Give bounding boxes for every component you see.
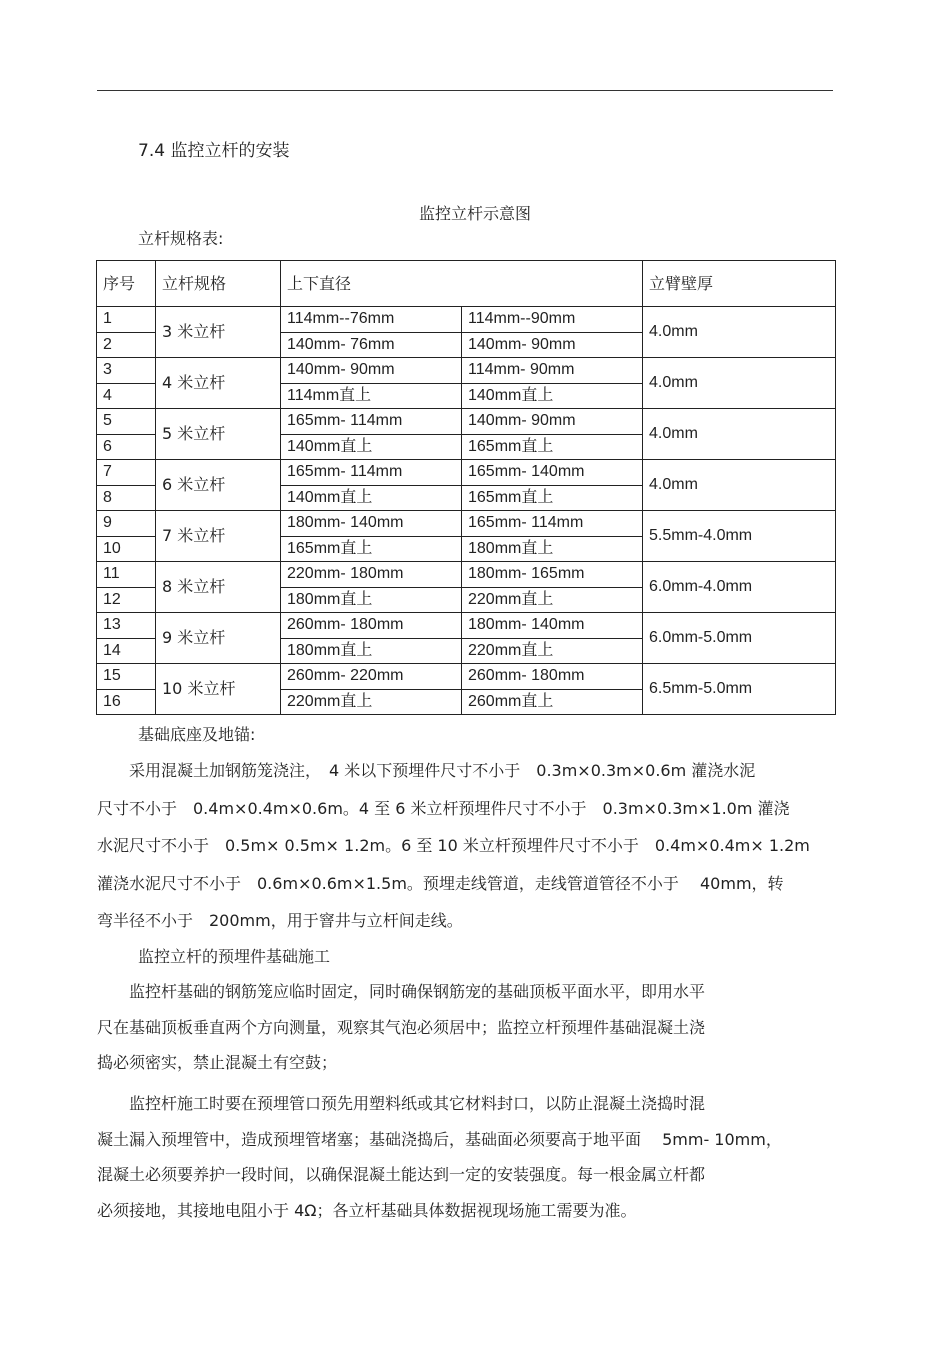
text-line: 必须接地，其接地电阻小于 4Ω；各立杆基础具体数据视现场施工需要为准。 [97,1200,637,1220]
row-number: 9 [97,511,156,537]
row-number: 4 [97,383,156,409]
construction-paragraph-2 [97,1086,857,1228]
table-label: 立杆规格表: [138,229,224,248]
diameter-b: 180mm直上 [462,536,643,562]
table-header-row [97,261,836,307]
row-number: 7 [97,460,156,486]
table-row [97,562,836,588]
table-row [97,664,836,690]
row-number: 2 [97,332,156,358]
pole-spec: 10 米立杆 [156,664,281,715]
construction-paragraph-1 [97,974,797,1081]
diameter-a: 114mm--76mm [281,307,462,333]
row-number: 1 [97,307,156,333]
diameter-a: 180mm直上 [281,638,462,664]
row-number: 15 [97,664,156,690]
text-line: 弯半径不小于 200mm，用于窨井与立杆间走线。 [97,911,463,930]
diameter-b: 114mm- 90mm [462,358,643,384]
diameter-b: 180mm- 165mm [462,562,643,588]
header-no: 序号 [97,261,156,307]
pole-spec: 9 米立杆 [156,613,281,664]
row-number: 5 [97,409,156,435]
pole-spec: 4 米立杆 [156,358,281,409]
diameter-b: 220mm直上 [462,638,643,664]
diameter-a: 114mm直上 [281,383,462,409]
diameter-a: 165mm- 114mm [281,460,462,486]
diameter-a: 180mm直上 [281,587,462,613]
header-thickness: 立臂壁厚 [643,261,836,307]
diameter-b: 180mm- 140mm [462,613,643,639]
pole-spec: 3 米立杆 [156,307,281,358]
wall-thickness: 4.0mm [643,409,836,460]
text-line: 监控杆基础的钢筋笼应临时固定，同时确保钢筋宠的基础顶板平面水平，即用水平 [97,982,706,1001]
diameter-b: 140mm- 90mm [462,409,643,435]
text-line: 尺寸不小于 0.4m×0.4m×0.6m。4 至 6 米立杆预埋件尺寸不小于 0.3m×0.3m×1.0m 灌浇 [97,798,790,818]
row-number: 12 [97,587,156,613]
text-line: 采用混凝土加钢筋笼浇注， 4 米以下预埋件尺寸不小于 0.3m×0.3m×0.6m 灌浇水泥 [97,761,756,780]
diameter-a: 165mm直上 [281,536,462,562]
diameter-a: 165mm- 114mm [281,409,462,435]
foundation-title: 基础底座及地锚: [138,725,256,744]
figure-caption: 监控立杆示意图 [418,204,531,223]
diameter-b: 140mm直上 [462,383,643,409]
diameter-b: 165mm- 140mm [462,460,643,486]
construction-title: 监控立杆的预埋件基础施工 [138,947,331,966]
wall-thickness: 5.5mm-4.0mm [643,511,836,562]
diameter-a: 140mm- 90mm [281,358,462,384]
text-line: 混凝土必须要养护一段时间，以确保混凝土能达到一定的安装强度。每一根金属立杆都 [97,1165,706,1184]
wall-thickness: 6.0mm-5.0mm [643,613,836,664]
diameter-a: 140mm直上 [281,434,462,460]
table-row [97,460,836,486]
header-diameter: 上下直径 [281,261,643,307]
diameter-a: 140mm直上 [281,485,462,511]
diameter-b: 165mm- 114mm [462,511,643,537]
table-row [97,613,836,639]
table-row [97,358,836,384]
diameter-b: 260mm直上 [462,689,643,715]
row-number: 14 [97,638,156,664]
pole-spec: 6 米立杆 [156,460,281,511]
text-line: 尺在基础顶板垂直两个方向测量，观察其气泡必须居中；监控立杆预埋件基础混凝土浇 [97,1017,706,1037]
wall-thickness: 6.5mm-5.0mm [643,664,836,715]
wall-thickness: 4.0mm [643,358,836,409]
pole-spec-table [96,260,836,715]
diameter-a: 180mm- 140mm [281,511,462,537]
row-number: 11 [97,562,156,588]
row-number: 10 [97,536,156,562]
wall-thickness: 4.0mm [643,307,836,358]
table-row [97,511,836,537]
text-line: 捣必须密实，禁止混凝土有空鼓； [97,1053,338,1072]
diameter-a: 140mm- 76mm [281,332,462,358]
row-number: 6 [97,434,156,460]
diameter-b: 260mm- 180mm [462,664,643,690]
table-row [97,307,836,333]
diameter-b: 165mm直上 [462,485,643,511]
foundation-paragraph [97,752,837,940]
diameter-b: 140mm- 90mm [462,332,643,358]
section-heading: 7.4 监控立杆的安装 [138,141,290,161]
diameter-b: 114mm--90mm [462,307,643,333]
header-rule [97,90,833,91]
header-spec: 立杆规格 [156,261,281,307]
row-number: 13 [97,613,156,639]
table-row [97,409,836,435]
text-line: 监控杆施工时要在预埋管口预先用塑料纸或其它材料封口，以防止混凝土浇捣时混 [97,1094,706,1113]
wall-thickness: 6.0mm-4.0mm [643,562,836,613]
diameter-a: 220mm直上 [281,689,462,715]
pole-spec: 5 米立杆 [156,409,281,460]
diameter-a: 220mm- 180mm [281,562,462,588]
diameter-a: 260mm- 220mm [281,664,462,690]
row-number: 8 [97,485,156,511]
diameter-b: 165mm直上 [462,434,643,460]
diameter-a: 260mm- 180mm [281,613,462,639]
text-line: 凝土漏入预埋管中，造成预埋管堵塞；基础浇捣后，基础面必须要高于地平面 5mm- 10mm， [97,1129,782,1149]
row-number: 16 [97,689,156,715]
diameter-b: 220mm直上 [462,587,643,613]
pole-spec: 8 米立杆 [156,562,281,613]
wall-thickness: 4.0mm [643,460,836,511]
text-line: 灌浇水泥尺寸不小于 0.6m×0.6m×1.5m。预埋走线管道，走线管道管径不小于 40mm，转 [97,873,784,893]
pole-spec: 7 米立杆 [156,511,281,562]
text-line: 水泥尺寸不小于 0.5m× 0.5m× 1.2m。6 至 10 米立杆预埋件尺寸不小于 0.4m×0.4m× 1.2m [97,836,810,855]
row-number: 3 [97,358,156,384]
